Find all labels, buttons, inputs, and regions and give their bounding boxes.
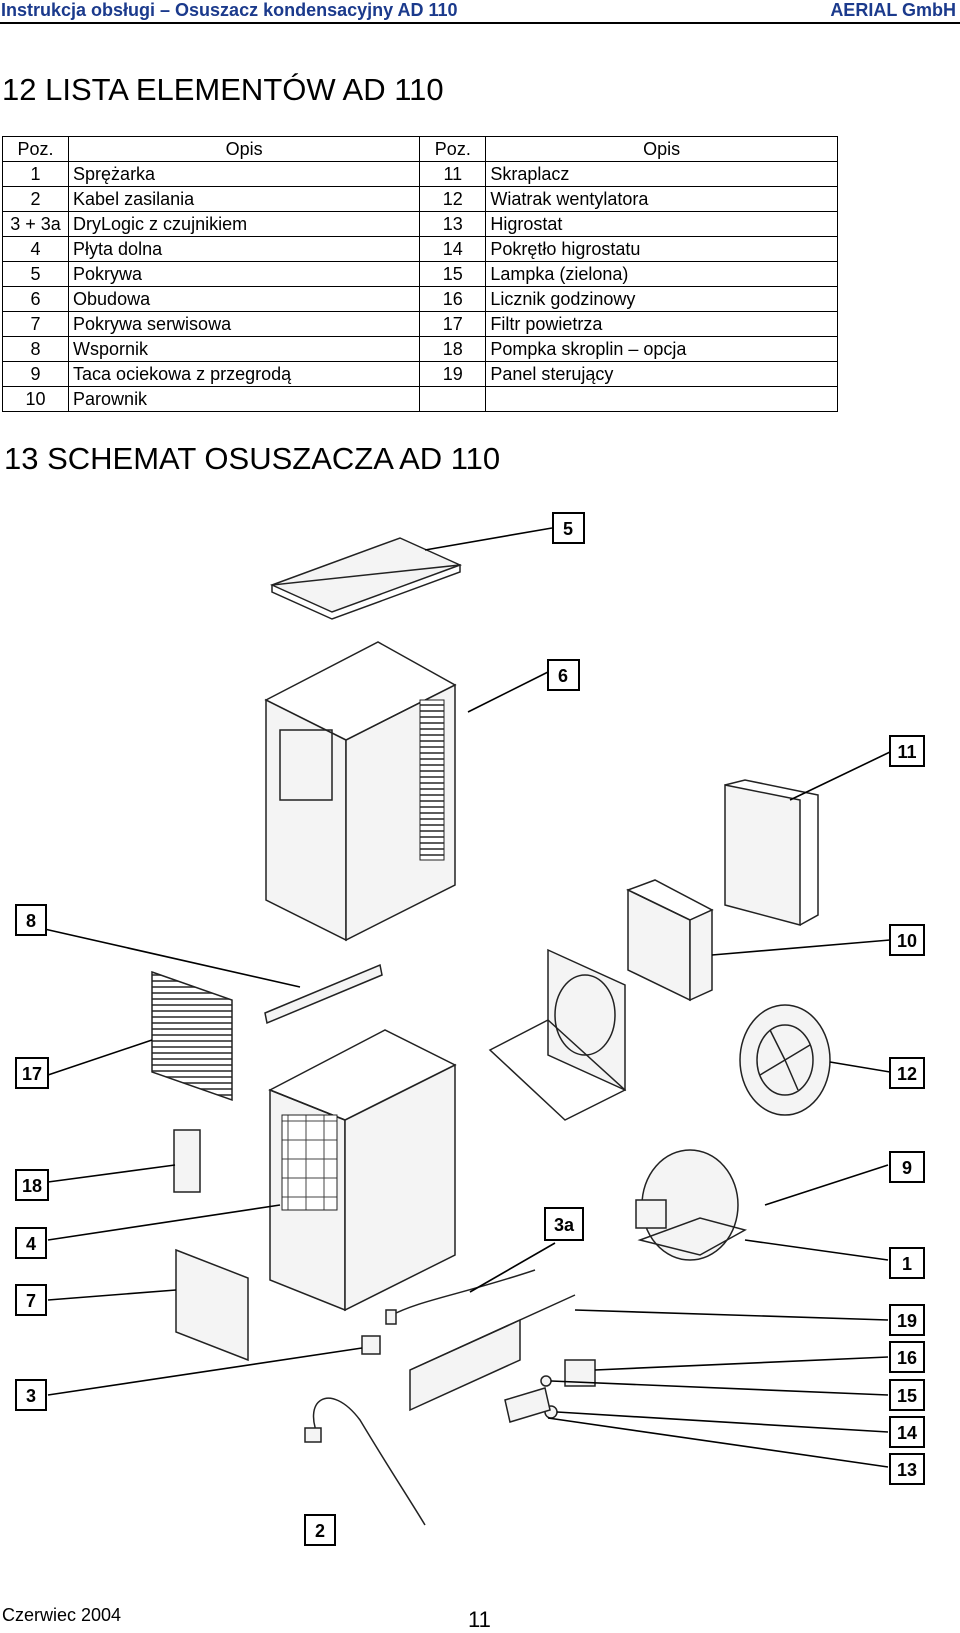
cell: Lampka (zielona) xyxy=(486,262,838,287)
callout-label-8 xyxy=(16,905,46,935)
cell: 4 xyxy=(3,237,69,262)
footer-date: Czerwiec 2004 xyxy=(2,1605,122,1625)
air-filter-part xyxy=(152,972,232,1100)
cell: Pompka skroplin – opcja xyxy=(486,337,838,362)
cell: Higrostat xyxy=(486,212,838,237)
column-header: Opis xyxy=(69,137,420,162)
callout-label-13 xyxy=(890,1454,924,1484)
callout-label-1 xyxy=(890,1248,924,1278)
callout-label-9 xyxy=(890,1152,924,1182)
svg-text:7: 7 xyxy=(25,1291,37,1311)
svg-text:1: 1 xyxy=(901,1254,913,1274)
callout-label-14 xyxy=(890,1417,924,1447)
cell xyxy=(420,387,486,412)
drylogic-module-part xyxy=(362,1336,380,1354)
cell: Taca ociekowa z przegrodą xyxy=(69,362,420,387)
cell: 17 xyxy=(420,312,486,337)
housing-part xyxy=(266,700,346,940)
svg-text:9: 9 xyxy=(901,1158,913,1178)
table-row xyxy=(3,387,838,412)
svg-text:12: 12 xyxy=(896,1064,918,1084)
svg-text:3: 3 xyxy=(25,1386,37,1406)
condensate-pump-part xyxy=(174,1130,200,1192)
table-row xyxy=(3,287,838,312)
column-header: Opis xyxy=(486,137,838,162)
cell: Pokrywa serwisowa xyxy=(69,312,420,337)
callout-label-18 xyxy=(16,1170,48,1200)
callout-label-11 xyxy=(890,736,924,766)
parts-list-heading: 12 LISTA ELEMENTÓW AD 110 xyxy=(2,72,444,107)
table-row xyxy=(3,337,838,362)
cell: Obudowa xyxy=(69,287,420,312)
bracket-part xyxy=(265,965,382,1023)
service-cover-part xyxy=(176,1250,248,1360)
cell: Sprężarka xyxy=(69,162,420,187)
svg-text:17: 17 xyxy=(21,1064,43,1084)
table-row xyxy=(3,187,838,212)
cell: 18 xyxy=(420,337,486,362)
cell: 1 xyxy=(3,162,69,187)
exploded-view-diagram xyxy=(0,500,960,1600)
callout-label-15 xyxy=(890,1380,924,1410)
power-cable-part xyxy=(314,1398,425,1525)
callout-label-17 xyxy=(16,1058,48,1088)
svg-text:5: 5 xyxy=(562,519,574,539)
cell: 2 xyxy=(3,187,69,212)
svg-text:18: 18 xyxy=(21,1176,43,1196)
table-row xyxy=(3,362,838,387)
cell: 8 xyxy=(3,337,69,362)
cell: 14 xyxy=(420,237,486,262)
cell: 5 xyxy=(3,262,69,287)
cell: Wspornik xyxy=(69,337,420,362)
cell: Wiatrak wentylatora xyxy=(486,187,838,212)
svg-text:19: 19 xyxy=(896,1311,918,1331)
cell: 11 xyxy=(420,162,486,187)
cell: DryLogic z czujnikiem xyxy=(69,212,420,237)
evaporator-part xyxy=(628,890,690,1000)
callout-label-3 xyxy=(16,1380,46,1410)
svg-text:14: 14 xyxy=(896,1423,918,1443)
cell: Pokrywa xyxy=(69,262,420,287)
table-row xyxy=(3,237,838,262)
cell: 19 xyxy=(420,362,486,387)
svg-text:2: 2 xyxy=(314,1521,326,1541)
callout-label-10 xyxy=(890,925,924,955)
cell: 7 xyxy=(3,312,69,337)
company-name: AERIAL GmbH xyxy=(830,0,956,20)
table-row xyxy=(3,162,838,187)
document-title: Instrukcja obsługi – Osuszacz kondensacyjny AD 110 xyxy=(1,0,458,20)
fan-mount-part xyxy=(548,950,625,1090)
svg-text:16: 16 xyxy=(896,1348,918,1368)
control-panel-part xyxy=(410,1320,520,1410)
cell: Panel sterujący xyxy=(486,362,838,387)
cell: 15 xyxy=(420,262,486,287)
cell: Parownik xyxy=(69,387,420,412)
callout-label-4 xyxy=(16,1228,46,1258)
svg-text:15: 15 xyxy=(896,1386,918,1406)
diagram-heading: 13 SCHEMAT OSUSZACZA AD 110 xyxy=(4,441,501,476)
cell: 6 xyxy=(3,287,69,312)
svg-text:10: 10 xyxy=(896,931,918,951)
page-number: 11 xyxy=(468,1607,491,1632)
svg-text:11: 11 xyxy=(897,742,917,762)
cell: 16 xyxy=(420,287,486,312)
cell: Płyta dolna xyxy=(69,237,420,262)
condenser-part xyxy=(725,785,800,925)
hygrostat-part xyxy=(505,1388,550,1422)
callout-label-6 xyxy=(548,660,579,690)
callout-label-19 xyxy=(890,1305,924,1335)
cell: 10 xyxy=(3,387,69,412)
cell: Kabel zasilania xyxy=(69,187,420,212)
cell: Licznik godzinowy xyxy=(486,287,838,312)
parts-table xyxy=(2,136,838,412)
cell: Pokrętło higrostatu xyxy=(486,237,838,262)
svg-text:3a: 3a xyxy=(553,1215,575,1235)
cell: 9 xyxy=(3,362,69,387)
cell: 3 + 3a xyxy=(3,212,69,237)
table-row xyxy=(3,262,838,287)
callout-label-16 xyxy=(890,1342,924,1372)
cell: 13 xyxy=(420,212,486,237)
callout-label-12 xyxy=(890,1058,924,1088)
callout-label-7 xyxy=(16,1285,46,1315)
column-header: Poz. xyxy=(420,137,486,162)
cell xyxy=(486,387,838,412)
svg-text:6: 6 xyxy=(557,666,569,686)
callout-label-2 xyxy=(305,1515,335,1545)
cell: Skraplacz xyxy=(486,162,838,187)
table-row xyxy=(3,212,838,237)
cell: Filtr powietrza xyxy=(486,312,838,337)
page-header xyxy=(0,0,960,24)
table-row xyxy=(3,312,838,337)
svg-text:13: 13 xyxy=(896,1460,918,1480)
svg-text:8: 8 xyxy=(25,911,37,931)
cell: 12 xyxy=(420,187,486,212)
lamp-part xyxy=(541,1376,551,1386)
callout-label-3a xyxy=(545,1208,583,1240)
column-header: Poz. xyxy=(3,137,69,162)
callout-label-5 xyxy=(553,513,584,543)
svg-text:4: 4 xyxy=(25,1234,37,1254)
table-header-row xyxy=(3,137,838,162)
